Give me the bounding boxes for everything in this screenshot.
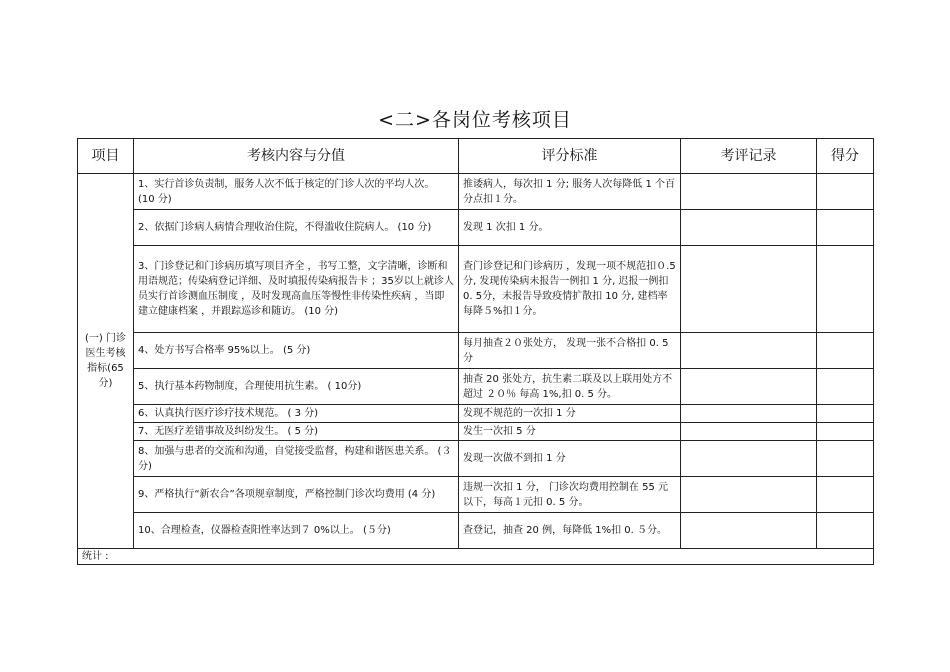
record-cell xyxy=(681,174,817,210)
score-cell xyxy=(817,369,874,405)
record-cell xyxy=(681,513,817,549)
score-cell xyxy=(817,210,874,246)
summary-row xyxy=(78,549,874,565)
table-row xyxy=(78,246,874,333)
record-cell xyxy=(681,246,817,333)
score-cell xyxy=(817,174,874,210)
criteria-cell: 发现 1 次扣 1 分。 xyxy=(459,210,681,246)
criteria-cell: 发现不规范的一次扣 1 分 xyxy=(459,405,681,423)
header-score: 得分 xyxy=(817,139,874,174)
table-row xyxy=(78,333,874,369)
criteria-cell: 每月抽查２０张处方， 发现一张不合格扣 0. 5分 xyxy=(459,333,681,369)
header-content: 考核内容与分值 xyxy=(134,139,459,174)
criteria-cell: 发现一次做不到扣 1 分 xyxy=(459,441,681,477)
page-title: <二>各岗位考核项目 xyxy=(378,109,572,131)
table-row xyxy=(78,174,874,210)
score-cell xyxy=(817,513,874,549)
content-cell: 2、依据门诊病人病情合理收治住院，不得滥收住院病人。 (10 分) xyxy=(134,210,459,246)
content-cell: 6、认真执行医疗诊疗技术规范。 ( 3 分) xyxy=(134,405,459,423)
table-row xyxy=(78,423,874,441)
header-record: 考评记录 xyxy=(681,139,817,174)
criteria-cell: 发生一次扣 5 分 xyxy=(459,423,681,441)
score-cell xyxy=(817,441,874,477)
criteria-cell: 查门诊登记和门诊病历 ，发现一项不规范扣０.5 分, 发现传染病未报告一例扣 1 分, 迟报一例扣 0. 5分，未报告导致疫情扩散扣 10 分, 建档率每降５%扣１分。 xyxy=(459,246,681,333)
table-row xyxy=(78,210,874,246)
category-cell: (一) 门诊医生考核指标(65分) xyxy=(78,174,134,549)
record-cell xyxy=(681,423,817,441)
record-cell xyxy=(681,210,817,246)
content-cell: 10、合理检查，仪器检查阳性率达到７ 0%以上。 (５分) xyxy=(134,513,459,549)
content-cell: 5、执行基本药物制度，合理使用抗生素。 ( 10分) xyxy=(134,369,459,405)
content-cell: 4、处方书写合格率 95%以上。 (5 分) xyxy=(134,333,459,369)
table-row xyxy=(78,441,874,477)
score-cell xyxy=(817,477,874,513)
content-cell: 1、实行首诊负责制，服务人次不低于核定的门诊人次的平均人次。 (10 分) xyxy=(134,174,459,210)
score-cell xyxy=(817,423,874,441)
score-cell xyxy=(817,405,874,423)
record-cell xyxy=(681,477,817,513)
record-cell xyxy=(681,441,817,477)
table-row xyxy=(78,405,874,423)
content-cell: 7、无医疗差错事故及纠纷发生。 ( 5 分) xyxy=(134,423,459,441)
header-item: 项目 xyxy=(78,139,134,174)
table-row xyxy=(78,369,874,405)
assessment-table xyxy=(77,138,874,565)
criteria-cell: 推诿病人，每次扣 1 分; 服务人次每降低 1 个百分点扣１分。 xyxy=(459,174,681,210)
table-row xyxy=(78,513,874,549)
record-cell xyxy=(681,333,817,369)
summary-label: 统计 : xyxy=(78,549,874,565)
header-criteria: 评分标准 xyxy=(459,139,681,174)
table-header-row xyxy=(78,139,874,174)
content-cell: 8、加强与患者的交流和沟通，自觉接受监督，构建和谐医患关系。 (３分) xyxy=(134,441,459,477)
record-cell xyxy=(681,369,817,405)
record-cell xyxy=(681,405,817,423)
score-cell xyxy=(817,246,874,333)
criteria-cell: 违规一次扣 1 分， 门诊次均费用控制在 55 元以下，每高１元扣 0. 5 分。 xyxy=(459,477,681,513)
table-row xyxy=(78,477,874,513)
content-cell: 3、门诊登记和门诊病历填写项目齐全 ，书写工整，文字清晰，诊断和用语规范；传染病登记详细、及时填报传染病报告卡 ；35岁以上就诊人员实行首诊测血压制度 ，及时发现高血压等慢性非传染性疾病 ，当即建立健康档案 ，并跟踪巡诊和随访。 (10 分) xyxy=(134,246,459,333)
criteria-cell: 抽查 20 张处方，抗生素二联及以上联用处方不超过 ２０％ 每高 1%,扣 0. 5 分。 xyxy=(459,369,681,405)
content-cell: 9、严格执行“新农合”各项规章制度，严格控制门诊次均费用 (4 分) xyxy=(134,477,459,513)
criteria-cell: 查登记，抽查 20 例，每降低 1%扣 0. ５分。 xyxy=(459,513,681,549)
score-cell xyxy=(817,333,874,369)
